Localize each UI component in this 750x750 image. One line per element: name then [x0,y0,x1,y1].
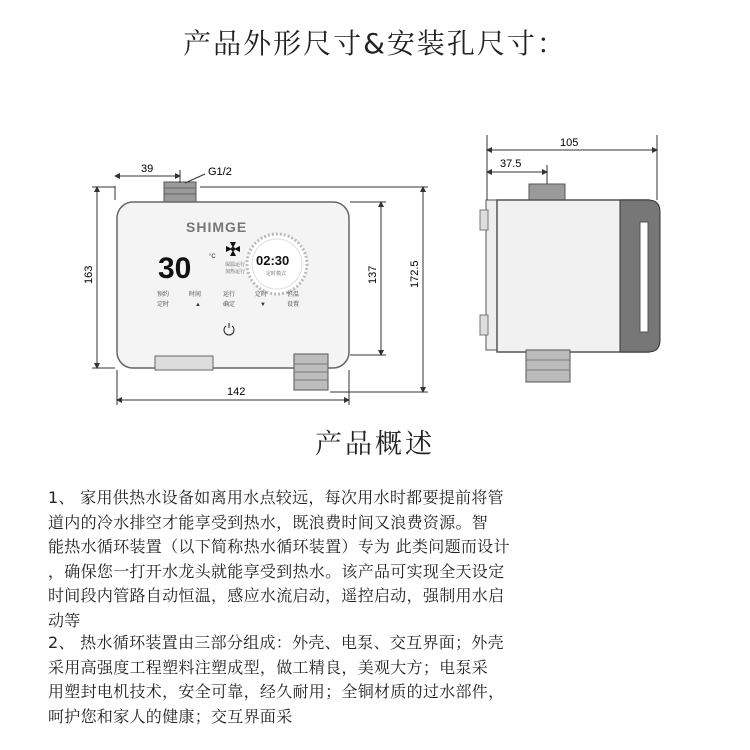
clock-display: 02:30 [256,253,290,268]
svg-text:163: 163 [83,265,95,284]
overview-paragraph-2: 2、 热水循环装置由三部分组成：外壳、电泵、交互界面；外壳 采用高强度工程塑料注塑成型，做工精良，美观大方；电泵采 用塑封电机技术，安全可靠，经久耐用；全铜材质的过水部件， 呵护您和家人的健康；交互界面采 [48,633,505,726]
svg-text:▲: ▲ [195,302,201,308]
side-view [480,135,660,382]
svg-text:172.5: 172.5 [409,260,421,288]
svg-text:▼: ▼ [260,302,266,308]
front-view [83,163,428,405]
temperature-display: 30 [158,252,192,285]
svg-text:定时: 定时 [255,292,268,298]
svg-text:确定: 确定 [223,302,236,308]
svg-text:142: 142 [227,386,246,398]
svg-text:37.5: 37.5 [500,158,522,170]
svg-text:运行: 运行 [223,292,236,298]
svg-text:137: 137 [367,265,379,284]
svg-text:设置: 设置 [287,302,300,308]
svg-text:加热运行: 加热运行 [225,269,246,275]
svg-text:定时: 定时 [157,302,170,308]
svg-text:定时模式: 定时模式 [266,271,287,277]
svg-text:保温运行: 保温运行 [225,262,246,268]
svg-text:39: 39 [141,163,154,175]
dimensions-heading: 产品外形尺寸&安装孔尺寸： [183,27,567,60]
svg-text:105: 105 [560,137,579,149]
svg-text:预约: 预约 [157,292,170,298]
temperature-unit: °C [209,254,216,260]
overview-heading: 产品概述 [315,429,435,460]
overview-paragraph-1: 1、 家用供热水设备如离用水点较远，每次用水时都要提前将管 道内的冷水排空才能享受到热水，既浪费时间又浪费资源。智 能热水循环装置（以下简称热水循环装置）专为 此类问题而设计 ，确保您一打开水龙头就能享受到热水。该产品可实现全天设定 时间段内管路自动恒温，感应水流启动，遥控启动，强制用水启 动等 [48,488,510,630]
svg-text:时间: 时间 [189,292,202,298]
svg-text:恒温: 恒温 [287,292,300,298]
brand-logo: SHIMGE [186,219,248,235]
svg-text:G1/2: G1/2 [208,166,232,178]
